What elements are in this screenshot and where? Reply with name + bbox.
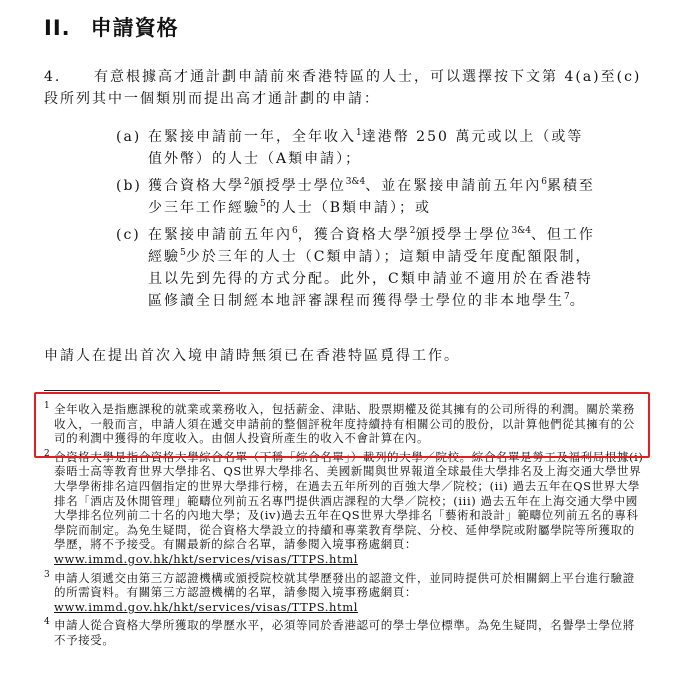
- footnote-ref: 7: [564, 292, 570, 302]
- footnote-ref: 1: [356, 128, 362, 138]
- footnote-ref: 2: [244, 177, 250, 187]
- footnote-divider: [44, 390, 220, 391]
- footnote-number: 1: [44, 401, 51, 411]
- item-text: 累積至少三年工作經驗: [148, 178, 595, 216]
- footnote-text: 申請人須遞交由第三方認證機構或頒授院校就其學歷發出的認證文件，並同時提供可於相關網上平台進行驗證的所需資料。有關第三方認證機構的名單，請參閱入境事務處網頁：: [54, 570, 635, 600]
- footnote-ref: 3&4: [511, 226, 531, 236]
- item-text: 達港幣 250 萬元或以上（或等值外幣）的人士（A類申請）；: [148, 129, 584, 167]
- category-list: [116, 126, 596, 317]
- item-text: ，獲合資格大學: [297, 227, 410, 243]
- item-text: 頒授學士學位: [415, 227, 512, 243]
- item-text: 少於三年的人士（C類申請）；這類申請受年度配額限制，且以先到先得的方式分配。此外，C類申請並不適用於在香港特區修讀全日制經本地評審課程而獲得學士學位的非本地學生: [148, 249, 593, 309]
- footnote-3: [44, 571, 644, 615]
- item-label: (c): [116, 227, 141, 243]
- closing-sentence: 申請人在提出首次入境申請時無須已在香港特區覓得工作。: [44, 348, 460, 364]
- item-text: 、但工作經驗: [148, 227, 595, 265]
- footnote-4: [44, 618, 644, 647]
- paragraph-4: [44, 66, 644, 110]
- footnote-ref: 5: [260, 199, 266, 209]
- footnote-ref: 6: [292, 226, 298, 236]
- footnote-ref: 5: [180, 248, 186, 258]
- category-item-c: [116, 224, 596, 312]
- item-text: 、並在緊接申請前五年內: [365, 178, 542, 194]
- paragraph-number: 4.: [44, 69, 62, 85]
- footnote-1: [44, 402, 644, 446]
- footnote-text: 全年收入是指應課稅的就業或業務收入，包括薪金、津貼、股票期權及從其擁有的公司所得的利潤。關於業務收入，一般而言，申請人須在遞交申請前的整個評稅年度持續持有相關公司的股份，以計算他們從其擁有的公司的利潤中獲得的年度收入。由個人投資所產生的收入不會計算在內。: [54, 402, 635, 446]
- item-text: 在緊接申請前一年，全年收入: [148, 129, 356, 145]
- item-text: 頒授學士學位: [249, 178, 346, 194]
- item-label: (a): [116, 129, 142, 145]
- footnote-number: 2: [44, 448, 51, 459]
- category-item-b: [116, 175, 596, 219]
- immd-link[interactable]: www.immd.gov.hk/hkt/services/visas/TTPS.html: [54, 551, 359, 566]
- paragraph-text: 有意根據高才通計劃申請前來香港特區的人士，可以選擇按下文第 4(a)至(c)段所列其中一個類別而提出高才通計劃的申請：: [44, 69, 642, 107]
- footnote-text: 申請人從合資格大學所獲取的學歷水平，必須等同於香港認可的學士學位標準。為免生疑問，名譽學士學位將不予接受。: [54, 618, 635, 647]
- item-label: (b): [116, 178, 142, 194]
- footnote-text: 合資格大學是指合資格大學綜合名單（下稱「綜合名單」）載列的大學／院校。綜合名單是勞工及福利局根據(i) 泰晤士高等教育世界大學排名、QS世界大學排名、美國新聞與世界報道全球最佳大學排名及上海交通大學世界大學學術排名這四個指定的世界大學排行榜，在過去五年所列的百強大學／院校；(ii) 過去五年在QS世界大學排名「酒店及休閒管理」範疇位列前五名專門提供酒店課程的大學／院校；(iii) 過去五年在上海交通大學中國大學排名位列前二十名的內地大學；及(iv)過去五年在QS世界大學排名「藝術和設計」範疇位列前五名的專科學院而制定。為免生疑問，從合資格大學設立的持續和專業教育學院、分校、延伸學院或附屬學院等所獲取的學歷，將不予接受。有關最新的綜合名單，請參閱入境事務處網頁：: [54, 449, 644, 552]
- immd-link[interactable]: www.immd.gov.hk/hkt/services/visas/TTPS.html: [54, 599, 359, 614]
- category-item-a: [116, 126, 596, 170]
- item-text: 獲合資格大學: [148, 178, 244, 194]
- item-text: 。: [569, 293, 586, 309]
- footnote-ref: 2: [409, 226, 416, 236]
- item-text: 在緊接申請前五年內: [148, 227, 292, 243]
- footnote-number: 3: [44, 569, 51, 580]
- section-number: II.: [44, 16, 71, 40]
- footnote-number: 4: [44, 617, 51, 628]
- section-title: 申請資格: [90, 16, 179, 40]
- footnote-2: [44, 450, 644, 567]
- item-text: 的人士（B類申請）；或: [265, 200, 432, 216]
- footnote-ref: 6: [541, 177, 547, 187]
- footnotes: [44, 402, 644, 652]
- footnote-ref: 3&4: [345, 177, 366, 187]
- section-heading: [44, 12, 179, 42]
